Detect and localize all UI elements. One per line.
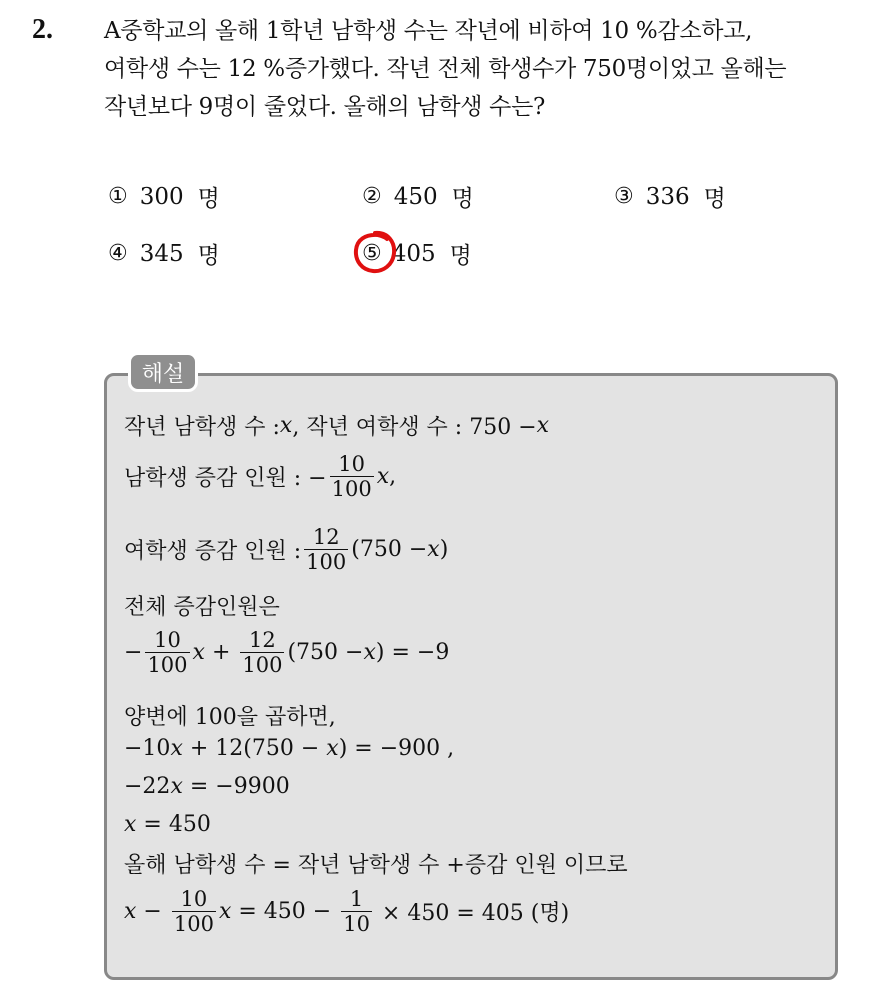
- fraction: [330, 452, 374, 501]
- solution-line-10: 올해 남학생 수 = 작년 남학생 수 +증감 인원 이므로: [124, 853, 628, 878]
- text: ) = −9: [375, 640, 450, 665]
- choice-unit: 명: [703, 186, 726, 212]
- solution-line-5: [124, 628, 449, 677]
- solution-line-7: [124, 736, 454, 761]
- question-line: 여학생 수는 12 %증가했다. 작년 전체 학생수가 750명이었고 올해는: [104, 56, 787, 82]
- solution-line-8: [124, 774, 290, 799]
- text: = 450: [136, 812, 211, 837]
- text: ): [439, 537, 449, 562]
- var: x: [376, 464, 390, 489]
- question-line: 작년보다 9명이 줄었다. 올해의 남학생 수는?: [104, 94, 546, 120]
- numerator: 10: [338, 452, 365, 476]
- choice-value: 336: [645, 183, 690, 210]
- choice-1[interactable]: [108, 180, 220, 213]
- var: x: [192, 640, 205, 665]
- var: x: [326, 736, 339, 761]
- numerator: 12: [249, 628, 276, 652]
- solution-line-6: 양변에 100을 곱하면,: [124, 705, 336, 730]
- var: x: [218, 899, 232, 924]
- denominator: 100: [331, 477, 372, 501]
- numerator: 1: [349, 887, 364, 911]
- var: x: [279, 413, 293, 438]
- solution-tag: 해설: [128, 352, 198, 392]
- text: = −9900: [182, 774, 290, 799]
- text: ) = −900 ,: [338, 736, 455, 761]
- text: −: [124, 640, 143, 665]
- text: (750 −: [287, 640, 364, 665]
- denominator: 100: [147, 653, 188, 677]
- var: x: [124, 899, 137, 924]
- choice-number: ①: [108, 184, 128, 209]
- var: x: [427, 537, 440, 562]
- solution-line-2: [124, 452, 396, 501]
- choice-unit: 명: [449, 243, 472, 269]
- text: = 450 −: [231, 899, 339, 924]
- numerator: 10: [180, 887, 208, 911]
- choice-3[interactable]: [614, 180, 726, 213]
- question-number: 2.: [32, 14, 53, 45]
- choice-4[interactable]: [108, 237, 220, 270]
- choice-value: 450: [393, 183, 438, 210]
- fraction: [145, 628, 189, 677]
- question-text: [104, 12, 864, 126]
- choice-5[interactable]: [362, 237, 472, 270]
- text: 남학생 증감 인원 : −: [124, 466, 327, 491]
- numerator: 10: [154, 628, 181, 652]
- text: ,: [389, 464, 397, 489]
- choice-number: ②: [362, 184, 382, 209]
- denominator: 100: [242, 653, 283, 677]
- var: x: [536, 413, 550, 438]
- text: + 12(750 −: [182, 736, 327, 761]
- text: 여학생 증감 인원 :: [124, 539, 302, 564]
- denominator: 10: [343, 912, 370, 936]
- choice-value: 405: [391, 240, 436, 267]
- text: −10: [124, 736, 171, 761]
- solution-line-4: 전체 증감인원은: [124, 595, 280, 620]
- text: 작년 남학생 수 :: [124, 415, 280, 440]
- solution-line-11: [124, 887, 569, 936]
- var: x: [170, 736, 183, 761]
- solution-line-9: [124, 812, 211, 837]
- var: x: [170, 774, 183, 799]
- text: +: [204, 640, 238, 665]
- solution-line-3: [124, 525, 448, 574]
- text: × 450 = 405 (명): [374, 901, 570, 926]
- text: , 작년 여학생 수 : 750 −: [292, 415, 537, 440]
- text: (750 −: [351, 537, 428, 562]
- fraction: [341, 887, 372, 936]
- var: x: [363, 640, 376, 665]
- numerator: 12: [312, 525, 340, 549]
- choice-number: ⑤: [362, 241, 382, 266]
- choice-value: 345: [139, 240, 184, 267]
- fraction: [172, 887, 216, 936]
- text: −: [136, 899, 169, 924]
- denominator: 100: [306, 550, 347, 574]
- solution-line-1: [124, 410, 549, 441]
- choice-unit: 명: [197, 186, 220, 212]
- var: x: [124, 812, 137, 837]
- fraction: [240, 628, 284, 677]
- choice-unit: 명: [451, 186, 474, 212]
- choice-unit: 명: [197, 243, 220, 269]
- text: −22: [124, 774, 171, 799]
- question-line: A중학교의 올해 1학년 남학생 수는 작년에 비하여 10 %감소하고,: [104, 18, 753, 44]
- fraction: [304, 525, 348, 574]
- choice-number: ③: [614, 184, 634, 209]
- choice-number: ④: [108, 241, 128, 266]
- choice-value: 300: [139, 183, 184, 210]
- denominator: 100: [173, 912, 214, 936]
- choice-2[interactable]: [362, 180, 474, 213]
